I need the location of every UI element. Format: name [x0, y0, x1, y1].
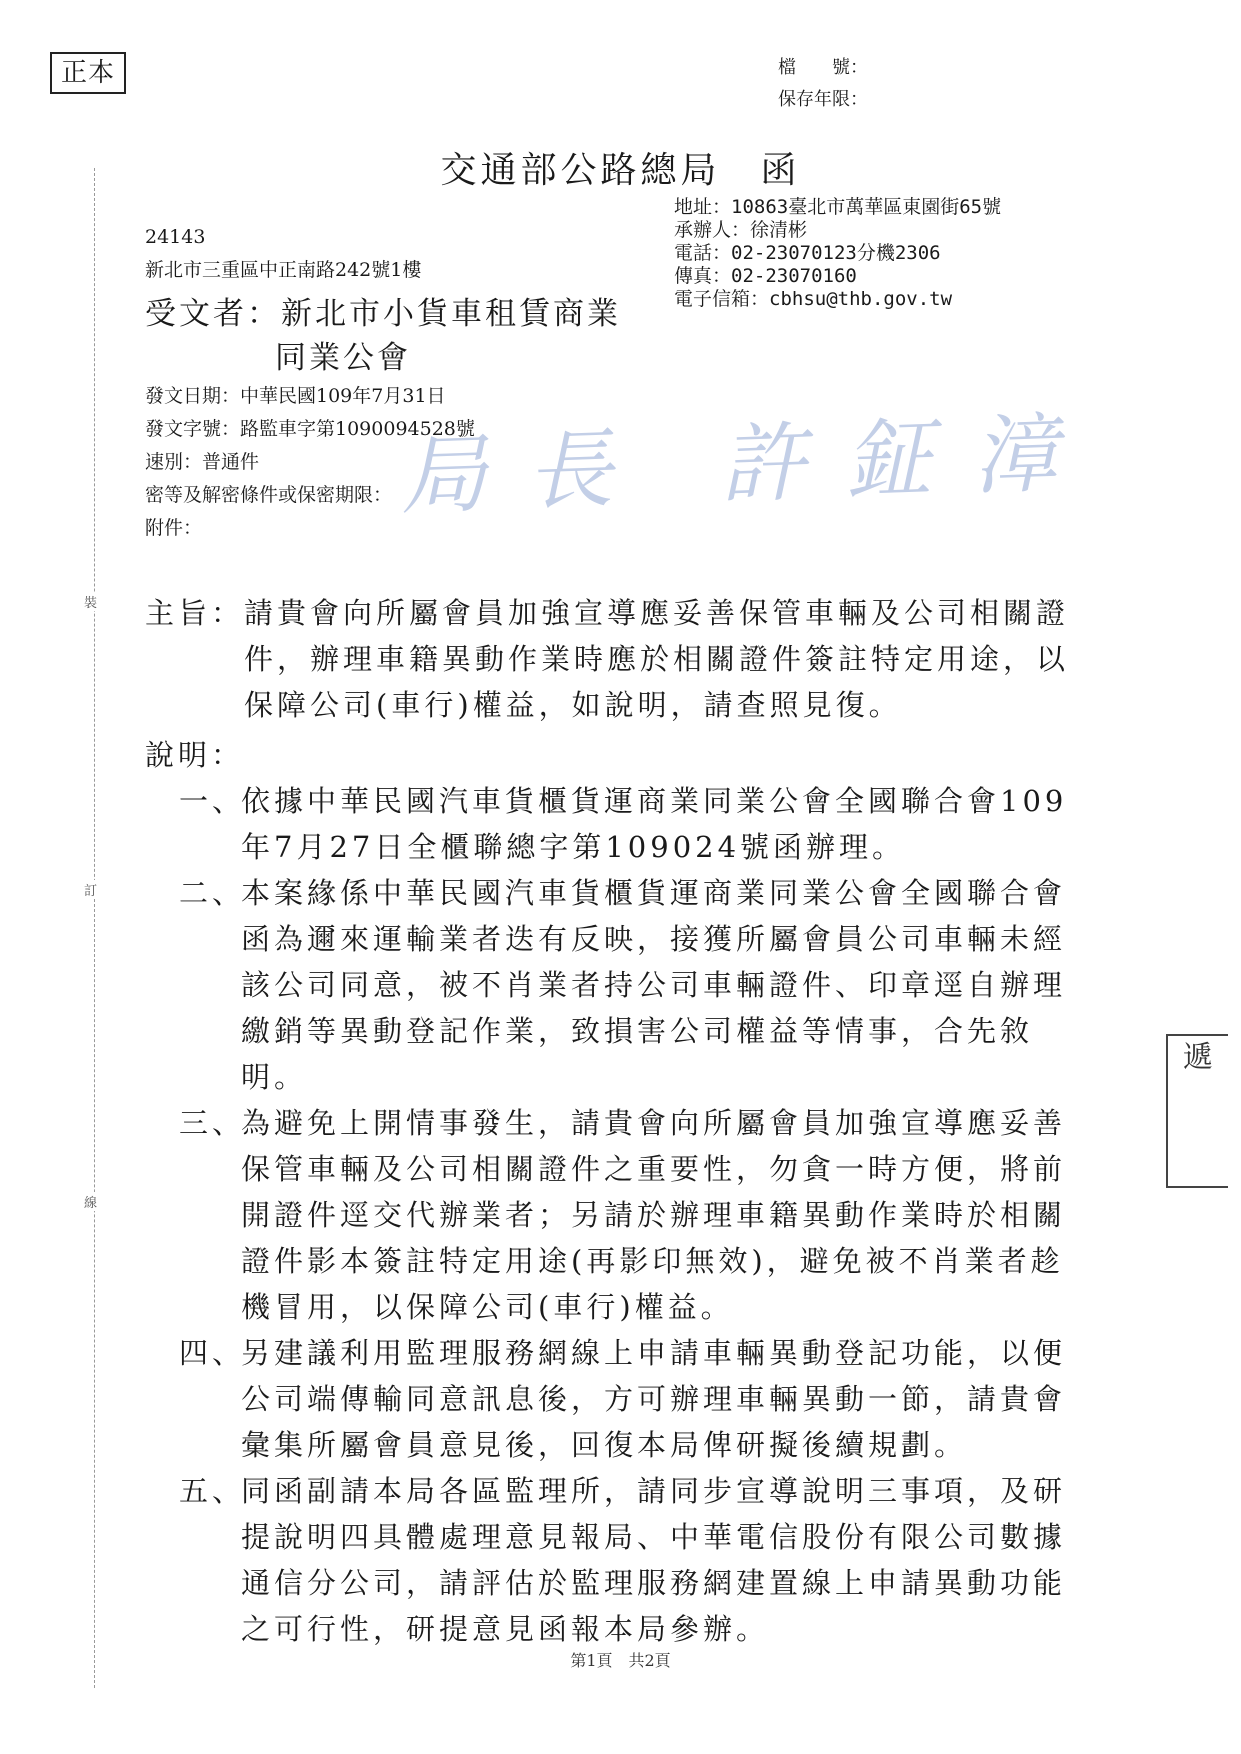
file-info: [778, 52, 868, 116]
recipient-line2: 同業公會: [275, 340, 411, 376]
file-number-label: 檔 號：: [778, 57, 868, 78]
item-text: 同函副請本局各區監理所，請同步宣導說明三事項，及研提說明四具體處理意見報局、中華電信股份有限公司數據通信分公司，請評估於監理服務網建置線上申請異動功能之可行性，研提意見函報本局參辦。: [241, 1474, 1067, 1646]
subject-label: 主旨：: [145, 596, 245, 630]
recipient-postal-code: 24143: [145, 226, 206, 248]
explanation-item: [145, 1468, 1085, 1652]
item-number: 五、: [179, 1474, 246, 1508]
director-signature-seal: 局長 許鉦漳: [398, 402, 1100, 528]
item-text: 為避免上開情事發生，請貴會向所屬會員加強宣導應妥善保管車輛及公司相關證件之重要性，勿貪一時方便，將前開證件逕交代辦業者；另請於辦理車籍異動作業時於相關證件影本簽註特定用途(再影印無效)，避免被不肖業者趁機冒用，以保障公司(車行)權益。: [241, 1106, 1067, 1324]
attachment: 附件：: [145, 517, 203, 539]
item-number: 三、: [179, 1106, 246, 1140]
email: 電子信箱：cbhsu@thb.gov.tw: [674, 288, 953, 310]
confidentiality: 密等及解密條件或保密期限：: [145, 484, 393, 506]
explanation-item: [145, 870, 1085, 1100]
document-body: [145, 590, 1085, 1652]
item-number: 四、: [179, 1336, 246, 1370]
speed-category: 速別：普通件: [145, 451, 260, 473]
subject-text: 請貴會向所屬會員加強宣導應妥善保管車輛及公司相關證件，辦理車籍異動作業時應於相關證件簽註特定用途，以保障公司(車行)權益，如說明，請查照見復。: [244, 596, 1070, 722]
sender-info: [674, 196, 1001, 311]
item-number: 一、: [179, 784, 246, 818]
item-text: 另建議利用監理服務網線上申請車輛異動登記功能，以便公司端傳輸同意訊息後，方可辦理車輛異動一節，請貴會彙集所屬會員意見後，回復本局俾研擬後續規劃。: [241, 1336, 1067, 1462]
original-copy-stamp: 正本: [50, 52, 126, 94]
item-number: 二、: [179, 876, 246, 910]
document-title: 交通部公路總局 函: [440, 150, 801, 191]
explanation-label: 說明：: [145, 738, 245, 772]
side-receipt-stamp: 遞: [1166, 1034, 1228, 1188]
explanation-item: [145, 1330, 1085, 1468]
issue-date: 發文日期：中華民國109年7月31日: [145, 385, 446, 407]
retention-label: 保存年限：: [778, 89, 868, 110]
binding-char-1: 裝: [84, 592, 97, 611]
recipient-line1: 受文者：新北市小貨車租賃商業: [145, 296, 621, 332]
sender-address: 地址：10863臺北市萬華區東園街65號: [674, 196, 1002, 218]
phone: 電話：02-23070123分機2306: [674, 242, 941, 264]
recipient-name: [145, 292, 621, 380]
recipient-address: 新北市三重區中正南路242號1樓: [145, 259, 422, 281]
subject: [145, 590, 1085, 728]
item-text: 本案緣係中華民國汽車貨櫃貨運商業同業公會全國聯合會函為邇來運輸業者迭有反映，接獲所屬會員公司車輛未經該公司同意，被不肖業者持公司車輛證件、印章逕自辦理繳銷等異動登記作業，致損害公司權益等情事，合先敘明。: [241, 876, 1067, 1094]
page-number: 第1頁 共2頁: [570, 1651, 671, 1670]
binding-line: [94, 168, 95, 1688]
explanation-item: [145, 1100, 1085, 1330]
contact-person: 承辦人：徐清彬: [674, 219, 808, 241]
explanation-item: [145, 778, 1085, 870]
binding-char-2: 訂: [84, 880, 97, 899]
fax: 傳真：02-23070160: [674, 265, 857, 287]
document-number: 發文字號：路監車字第1090094528號: [145, 418, 475, 440]
item-text: 依據中華民國汽車貨櫃貨運商業同業公會全國聯合會109年7月27日全櫃聯總字第109024號函辦理。: [241, 784, 1068, 864]
binding-char-3: 線: [84, 1192, 97, 1211]
